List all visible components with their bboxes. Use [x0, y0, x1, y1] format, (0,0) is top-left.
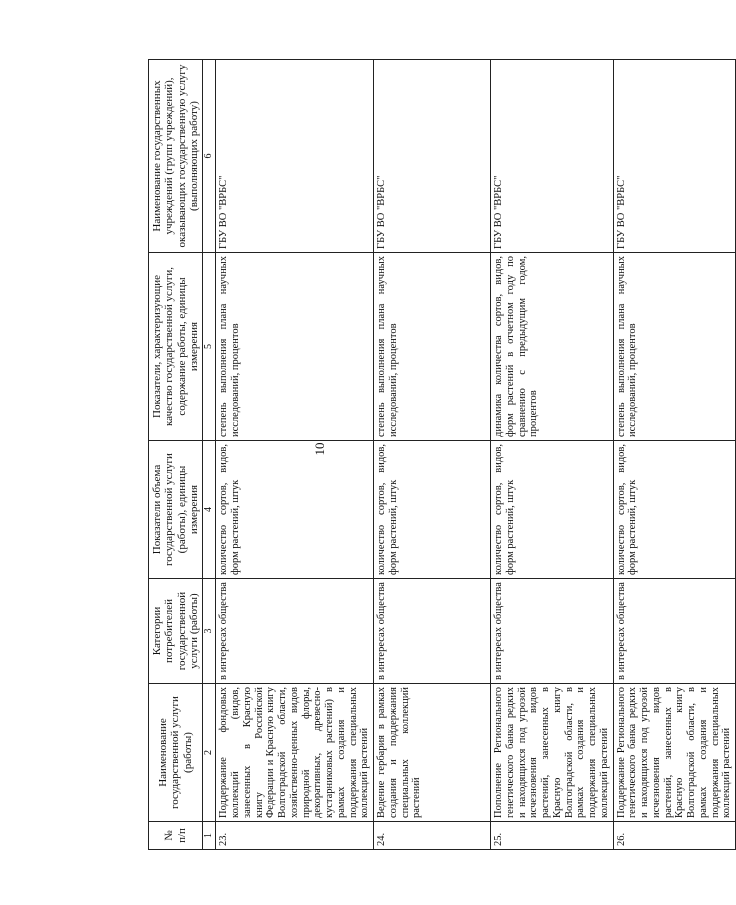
row-quality: степень выполнения плана научных исследований, процентов: [216, 253, 374, 441]
row-service-name: Ведение гербария в рамках создания и поддержания специальных коллекций растений: [374, 684, 491, 822]
row-num: 26.: [613, 822, 736, 850]
header-row: [149, 60, 203, 850]
page-number: 10: [312, 442, 327, 456]
header-service-name: Наименование государственной услуги (работы): [149, 684, 203, 822]
row-institution: ГБУ ВО "ВРБС": [374, 60, 491, 253]
row-institution: ГБУ ВО "ВРБС": [216, 60, 374, 253]
column-number-row: [203, 60, 216, 850]
row-institution: ГБУ ВО "ВРБС": [491, 60, 614, 253]
row-volume: количество сортов, видов, форм растений, штук: [491, 441, 614, 579]
header-volume: Показатели объема государственной услуги (работы), единицы измерения: [149, 441, 203, 579]
row-volume: количество сортов, видов, форм растений, штук: [374, 441, 491, 579]
table-row: [216, 60, 374, 850]
column-number: 5: [203, 253, 216, 441]
table-row: [613, 60, 736, 850]
document-table-rotated: [148, 60, 733, 850]
table-row: [374, 60, 491, 850]
row-volume: количество сортов, видов, форм растений, штук: [216, 441, 374, 579]
row-consumers: в интересах общества: [374, 579, 491, 684]
column-number: 1: [203, 822, 216, 850]
row-consumers: в интересах общества: [216, 579, 374, 684]
row-quality: динамика количества сортов, видов, форм растений в отчетном году по сравнению с предыдущим годом, процентов: [491, 253, 614, 441]
column-number: 6: [203, 60, 216, 253]
row-institution: ГБУ ВО "ВРБС": [613, 60, 736, 253]
column-number: 3: [203, 579, 216, 684]
row-num: 23.: [216, 822, 374, 850]
table-row: [491, 60, 614, 850]
row-num: 24.: [374, 822, 491, 850]
row-quality: степень выполнения плана научных исследований, процентов: [613, 253, 736, 441]
row-consumers: в интересах общества: [491, 579, 614, 684]
column-number: 2: [203, 684, 216, 822]
row-service-name: Пополнение Регионального генетического банка редких и находящихся под угрозой исчезновения видов растений, занесенных в Красную книгу Волгоградской области, в рамках создания и поддержания специальных коллекций растений: [491, 684, 614, 822]
row-service-name: Поддержание Регионального генетического банка редких и находящихся под угрозой исчезновения видов растений, занесенных в Красную книгу Волгоградской области, в рамках создания и поддержания специальных коллекций растений: [613, 684, 736, 822]
row-volume: количество сортов, видов, форм растений, штук: [613, 441, 736, 579]
header-quality: Показатели, характеризующие качество государственной услуги, содержание работы, единицы измерения: [149, 253, 203, 441]
row-quality: степень выполнения плана научных исследований, процентов: [374, 253, 491, 441]
header-num: № п/п: [149, 822, 203, 850]
services-table: [148, 59, 736, 850]
row-service-name: Поддержание фондовых коллекций (видов, занесенных в Красную книгу Российской Федерации и Красную книгу Волгоградской области, хозяйственно-ценных видов природной флоры, декоративных, древесно-кустарниковых растений) в рамках создания и поддержания специальных коллекций растений: [216, 684, 374, 822]
column-number: 4: [203, 441, 216, 579]
header-consumers: Категории потребителей государственной услуги (работы): [149, 579, 203, 684]
row-num: 25.: [491, 822, 614, 850]
header-institution: Наименование государственных учреждений (групп учреждений), оказывающих государственную услугу (выполняющих работу): [149, 60, 203, 253]
row-consumers: в интересах общества: [613, 579, 736, 684]
